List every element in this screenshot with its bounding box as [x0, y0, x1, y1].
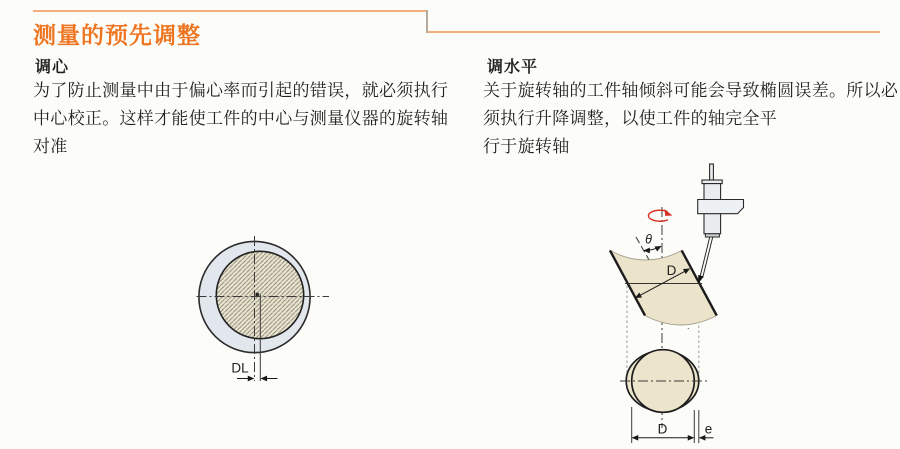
leveling-diagram: [610, 164, 744, 443]
centering-body-line: 中心校正。这样才能使工件的中心与测量仪器的旋转轴: [33, 109, 449, 128]
probe-cap: [705, 234, 719, 237]
centering-body-line: 对准: [33, 137, 68, 156]
center-dot: [256, 293, 259, 296]
probe-arm: [698, 200, 744, 214]
centering-heading: 调心: [35, 59, 70, 76]
offset-dimension-label: DL: [231, 360, 249, 376]
centering-diagram: [197, 236, 330, 381]
centering-body-line: 为了防止测量中由于偏心率而引起的错误，就必须执行: [33, 81, 449, 100]
leveling-heading: 调水平: [487, 59, 539, 76]
diameter-label-bottom: D: [657, 421, 668, 437]
diameter-label-tilted: D: [666, 263, 677, 278]
page-title: 测量的预先调整: [33, 22, 201, 48]
leveling-body-line: 行于旋转轴: [483, 137, 570, 156]
leveling-body-line: 关于旋转轴的工件轴倾斜可能会导致椭圆误差。所以必: [483, 81, 899, 100]
tilt-angle-label: θ: [645, 232, 652, 247]
leveling-body-line: 须执行升降调整，以使工件的轴完全平: [483, 109, 778, 128]
ellipse-error-label: e: [704, 421, 713, 437]
rotation-arrowhead: [665, 209, 673, 216]
probe-assembly: [698, 164, 744, 284]
tilt-angle-arc: [644, 246, 661, 250]
probe-spindle: [710, 164, 714, 181]
stylus-edge: [703, 238, 713, 279]
